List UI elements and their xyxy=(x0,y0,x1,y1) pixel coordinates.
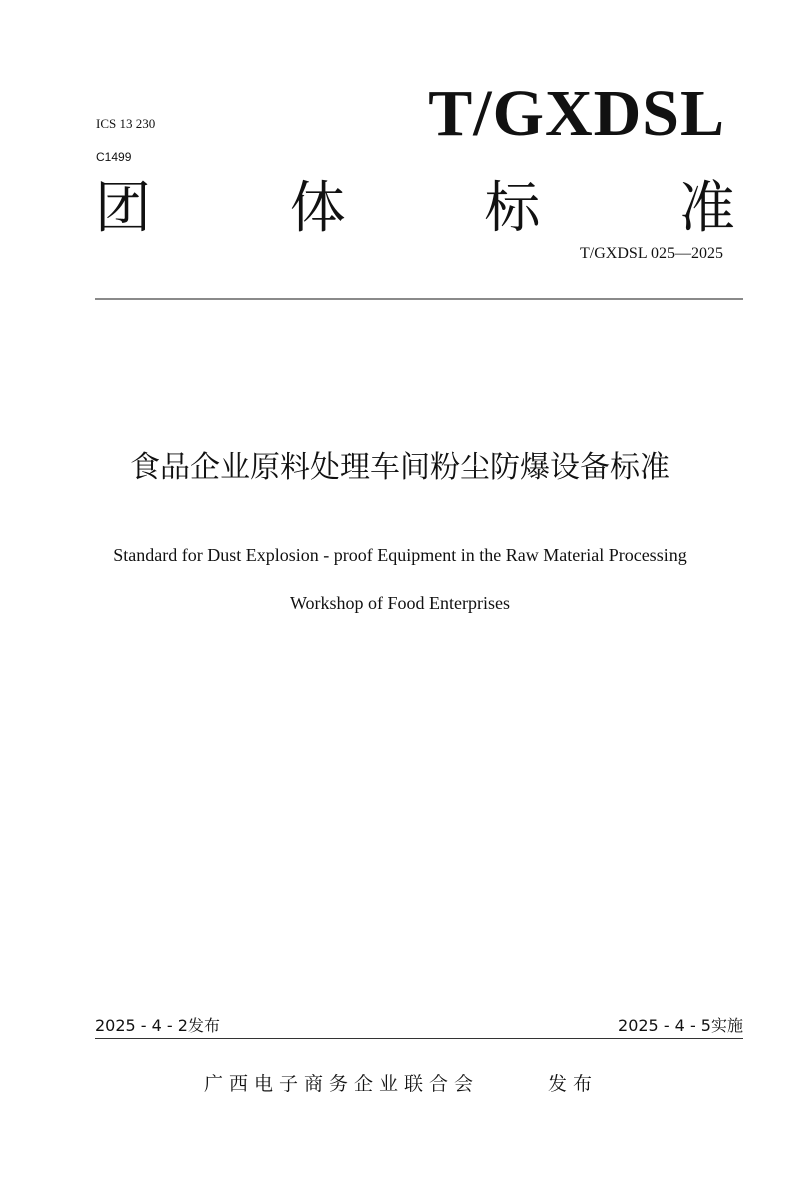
category-char-4: 准 xyxy=(678,176,735,241)
document-title-english-line-1: Standard for Dust Explosion - proof Equipment in the Raw Material Processing xyxy=(113,545,687,565)
standard-category xyxy=(95,176,735,242)
standard-brand: T/GXDSL xyxy=(428,77,725,150)
publish-label: 发布 xyxy=(548,1073,599,1095)
implementation-date: 2025 - 4 - 5实施 xyxy=(618,1016,743,1035)
ccs-code: C1499 xyxy=(96,150,132,164)
category-char-2: 体 xyxy=(289,176,346,241)
document-title-chinese: 食品企业原料处理车间粉尘防爆设备标准 xyxy=(130,450,670,485)
category-char-3: 标 xyxy=(484,176,541,241)
category-char-1: 团 xyxy=(95,176,151,241)
document-title-english-line-2: Workshop of Food Enterprises xyxy=(289,593,511,613)
publisher-name: 广西电子商务企业联合会 xyxy=(204,1073,480,1095)
footer-divider xyxy=(95,1038,743,1039)
publish-date: 2025 - 4 - 2发布 xyxy=(95,1016,220,1035)
ics-code: ICS 13 230 xyxy=(96,116,156,131)
standard-number: T/GXDSL 025—2025 xyxy=(580,245,723,262)
header-divider xyxy=(95,298,743,300)
